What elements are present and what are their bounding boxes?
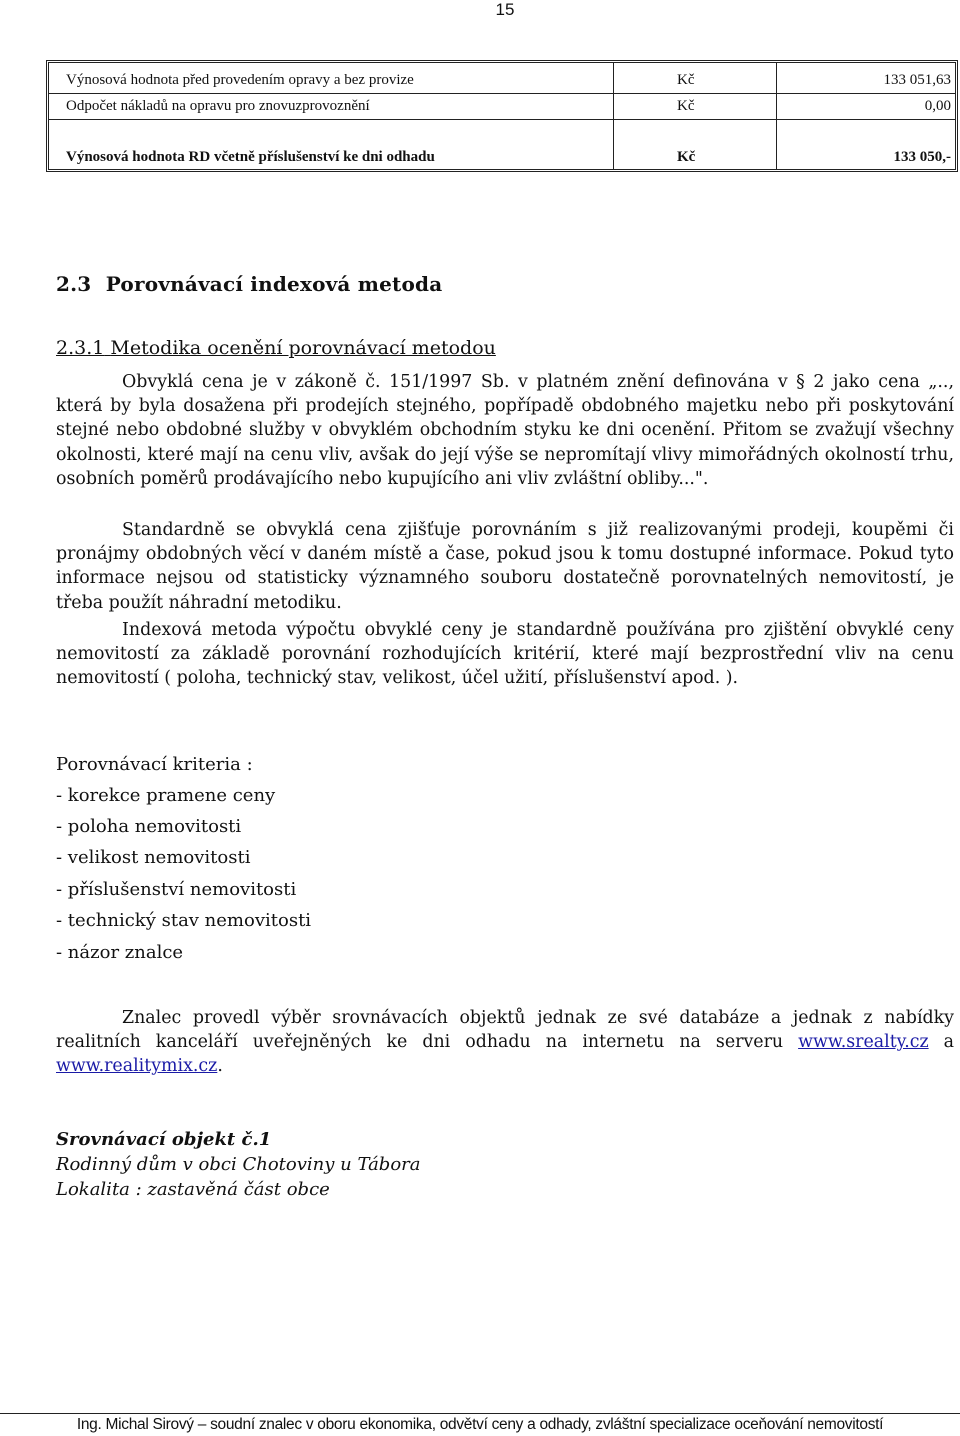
paragraph-standard-method: Standardně se obvyklá cena zjišťuje porovnáním s již realizovanými prodeji, koupěmi či pronájmy obdobných věcí v daném místě a čase, pokud jsou k tomu dostupné informace. Pokud tyto informace nejsou od statisticky významného souboru dostatečně porovnatelných nemovitostí, je třeba použít náhradní metodiku. [56, 520, 954, 613]
section-heading [56, 272, 442, 296]
list-item: - poloha nemovitosti [56, 816, 242, 837]
subsection-number: 2.3.1 [56, 337, 105, 359]
table-row-value: 0,00 [924, 98, 951, 114]
list-item: - názor znalce [56, 942, 184, 963]
table-row-label: Výnosová hodnota před provedením opravy a bez provize [66, 72, 414, 88]
section-title: Porovnávací indexová metoda [105, 272, 443, 296]
paragraph-index-method: Indexová metoda výpočtu obvyklé ceny je standardně používána pro zjištění obvyklé ceny nemovitostí za základě porovnání rozhodujících kritérií, které mají bezprostřední vliv na cenu nemovitostí ( poloha, technický stav, velikost, účel užití, příslušenství apod. ). [56, 620, 954, 689]
table-divider [613, 63, 614, 169]
list-item: - technický stav nemovitosti [56, 910, 312, 931]
footer-divider [0, 1413, 960, 1414]
comparison-object-line: Lokalita : zastavěná část obce [56, 1179, 330, 1200]
subsection-heading [56, 337, 496, 359]
list-item: - příslušenství nemovitosti [56, 879, 297, 900]
table-total-value: 133 050,- [893, 149, 951, 165]
table-divider [49, 93, 955, 94]
valuation-table [46, 60, 958, 172]
table-row-value: 133 051,63 [883, 72, 951, 88]
table-row-currency: Kč [677, 98, 695, 114]
paragraph-selection: Znalec provedl výběr srovnávacích objektů jednak ze své databáze a jednak z nabídky realitních kanceláří uveřejněných ke dni odhadu na internetu na serveru www.srealty.cz a www.realitymix.cz. [56, 1008, 955, 1077]
table-row-label: Odpočet nákladů na opravu pro znovuzprovoznění [66, 98, 370, 114]
paragraph-definition: Obvyklá cena je v zákoně č. 151/1997 Sb. v platném znění definována v § 2 jako cena „.., která by byla dosažena při prodejích stejného, popřípadě obdobného majetku nebo při poskytování stejné nebo obdobné služby v obvyklém obchodním styku ke dni ocenění. Přitom se zvažují všechny okolnosti, které mají na cenu vliv, avšak do její výše se nepromítají vlivy mimořádných okolností trhu, osobních poměrů prodávajícího nebo kupujícího ani vliv zvláštní obliby...". [56, 372, 954, 489]
footer: Ing. Michal Sirový – soudní znalec v oboru ekonomika, odvětví ceny a odhady, zvláštní specializace oceňování nemovitostí [76, 1416, 884, 1433]
link-realitymix[interactable]: www.realitymix.cz [56, 1056, 218, 1077]
list-item: - velikost nemovitosti [56, 847, 251, 868]
section-number: 2.3 [56, 272, 92, 296]
subsection-title: Metodika ocenění porovnávací metodou [110, 337, 496, 359]
list-item: - korekce pramene ceny [56, 785, 276, 806]
page-number: 15 [495, 0, 515, 19]
comparison-object-line: Rodinný dům v obci Chotoviny u Tábora [56, 1154, 421, 1175]
table-total-currency: Kč [677, 149, 696, 165]
table-row-currency: Kč [677, 72, 695, 88]
criteria-heading: Porovnávací kriteria : [56, 754, 253, 775]
table-divider [776, 63, 777, 169]
comparison-object-title: Srovnávací objekt č.1 [56, 1129, 272, 1150]
table-total-label: Výnosová hodnota RD včetně příslušenství ke dni odhadu [66, 149, 435, 165]
table-divider [49, 119, 955, 120]
link-srealty[interactable]: www.srealty.cz [798, 1032, 929, 1053]
